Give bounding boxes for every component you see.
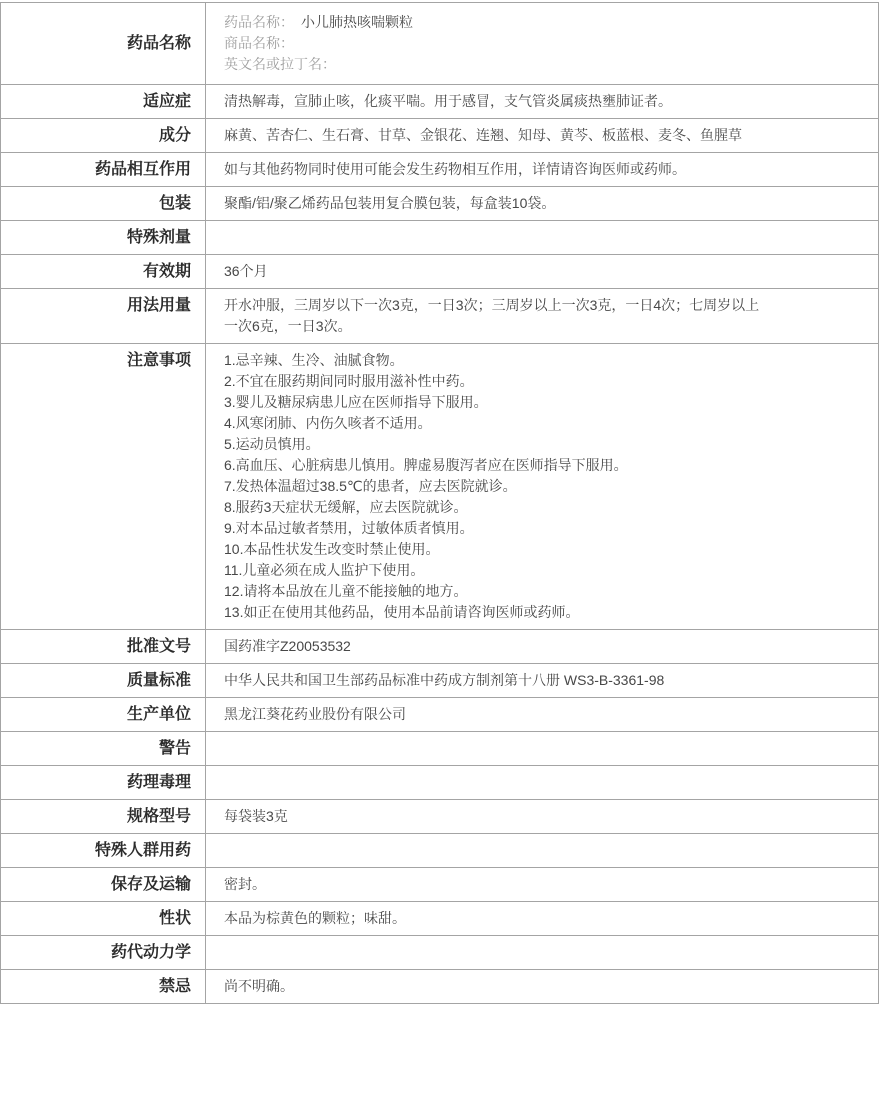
drug-table-body bbox=[1, 3, 879, 1004]
row-label: 生产单位 bbox=[1, 698, 206, 732]
value-line: 3.婴儿及糖尿病患儿应在医师指导下服用。 bbox=[224, 394, 488, 410]
row-label: 质量标准 bbox=[1, 664, 206, 698]
row-label: 药代动力学 bbox=[1, 936, 206, 970]
row-value bbox=[206, 289, 879, 344]
value-line: 1.忌辛辣、生冷、油腻食物。 bbox=[224, 352, 404, 368]
field-value: 小儿肺热咳喘颗粒 bbox=[301, 14, 413, 30]
row-value bbox=[206, 732, 879, 766]
row-value: 尚不明确。 bbox=[206, 970, 879, 1004]
row-value: 36个月 bbox=[206, 255, 879, 289]
row-label: 禁忌 bbox=[1, 970, 206, 1004]
table-row bbox=[1, 970, 879, 1004]
drug-info-table bbox=[0, 2, 879, 1004]
value-line: 10.本品性状发生改变时禁止使用。 bbox=[224, 541, 440, 557]
row-value: 每袋装3克 bbox=[206, 800, 879, 834]
table-row bbox=[1, 344, 879, 630]
table-row bbox=[1, 630, 879, 664]
row-value bbox=[206, 221, 879, 255]
value-line: 4.风寒闭肺、内伤久咳者不适用。 bbox=[224, 415, 432, 431]
row-value: 黑龙江葵花药业股份有限公司 bbox=[206, 698, 879, 732]
row-label: 特殊人群用药 bbox=[1, 834, 206, 868]
value-line: 2.不宜在服药期间同时服用滋补性中药。 bbox=[224, 373, 474, 389]
table-row bbox=[1, 834, 879, 868]
row-value: 麻黄、苦杏仁、生石膏、甘草、金银花、连翘、知母、黄芩、板蓝根、麦冬、鱼腥草 bbox=[206, 119, 879, 153]
row-value bbox=[206, 936, 879, 970]
value-line: 一次6克，一日3次。 bbox=[224, 318, 352, 334]
row-label: 有效期 bbox=[1, 255, 206, 289]
table-row bbox=[1, 936, 879, 970]
row-value bbox=[206, 766, 879, 800]
table-row bbox=[1, 664, 879, 698]
field-caption: 英文名或拉丁名： bbox=[224, 56, 336, 72]
value-line: 11.儿童必须在成人监护下使用。 bbox=[224, 562, 425, 578]
table-row bbox=[1, 289, 879, 344]
value-line: 6.高血压、心脏病患儿慎用。脾虚易腹泻者应在医师指导下服用。 bbox=[224, 457, 628, 473]
table-row bbox=[1, 698, 879, 732]
table-row bbox=[1, 766, 879, 800]
row-label: 药品名称 bbox=[1, 3, 206, 85]
row-label: 适应症 bbox=[1, 85, 206, 119]
table-row bbox=[1, 800, 879, 834]
table-row bbox=[1, 119, 879, 153]
row-label: 注意事项 bbox=[1, 344, 206, 630]
name-line bbox=[224, 54, 868, 75]
row-label: 包装 bbox=[1, 187, 206, 221]
table-row bbox=[1, 153, 879, 187]
value-line: 5.运动员慎用。 bbox=[224, 436, 320, 452]
row-value bbox=[206, 3, 879, 85]
table-row bbox=[1, 221, 879, 255]
value-line: 7.发热体温超过38.5℃的患者，应去医院就诊。 bbox=[224, 478, 517, 494]
table-row bbox=[1, 3, 879, 85]
row-value: 密封。 bbox=[206, 868, 879, 902]
row-label: 用法用量 bbox=[1, 289, 206, 344]
table-row bbox=[1, 902, 879, 936]
row-value: 聚酯/铝/聚乙烯药品包装用复合膜包装，每盒装10袋。 bbox=[206, 187, 879, 221]
name-line bbox=[224, 33, 868, 54]
table-row bbox=[1, 85, 879, 119]
value-line: 8.服药3天症状无缓解，应去医院就诊。 bbox=[224, 499, 468, 515]
row-value bbox=[206, 834, 879, 868]
row-value: 国药准字Z20053532 bbox=[206, 630, 879, 664]
row-value bbox=[206, 344, 879, 630]
row-label: 药理毒理 bbox=[1, 766, 206, 800]
name-line bbox=[224, 12, 868, 33]
row-label: 规格型号 bbox=[1, 800, 206, 834]
row-label: 成分 bbox=[1, 119, 206, 153]
row-value: 清热解毒，宣肺止咳，化痰平喘。用于感冒，支气管炎属痰热壅肺证者。 bbox=[206, 85, 879, 119]
table-row bbox=[1, 187, 879, 221]
row-label: 警告 bbox=[1, 732, 206, 766]
field-caption: 药品名称： bbox=[224, 14, 294, 30]
row-label: 保存及运输 bbox=[1, 868, 206, 902]
value-line: 13.如正在使用其他药品，使用本品前请咨询医师或药师。 bbox=[224, 604, 580, 620]
row-value: 中华人民共和国卫生部药品标准中药成方制剂第十八册 WS3-B-3361-98 bbox=[206, 664, 879, 698]
row-label: 性状 bbox=[1, 902, 206, 936]
row-label: 特殊剂量 bbox=[1, 221, 206, 255]
table-row bbox=[1, 255, 879, 289]
value-line: 12.请将本品放在儿童不能接触的地方。 bbox=[224, 583, 468, 599]
row-value: 如与其他药物同时使用可能会发生药物相互作用，详情请咨询医师或药师。 bbox=[206, 153, 879, 187]
value-line: 9.对本品过敏者禁用，过敏体质者慎用。 bbox=[224, 520, 474, 536]
field-caption: 商品名称： bbox=[224, 35, 294, 51]
table-row bbox=[1, 868, 879, 902]
value-line: 开水冲服，三周岁以下一次3克，一日3次；三周岁以上一次3克，一日4次；七周岁以上 bbox=[224, 297, 760, 313]
row-label: 药品相互作用 bbox=[1, 153, 206, 187]
table-row bbox=[1, 732, 879, 766]
row-label: 批准文号 bbox=[1, 630, 206, 664]
row-value: 本品为棕黄色的颗粒；味甜。 bbox=[206, 902, 879, 936]
